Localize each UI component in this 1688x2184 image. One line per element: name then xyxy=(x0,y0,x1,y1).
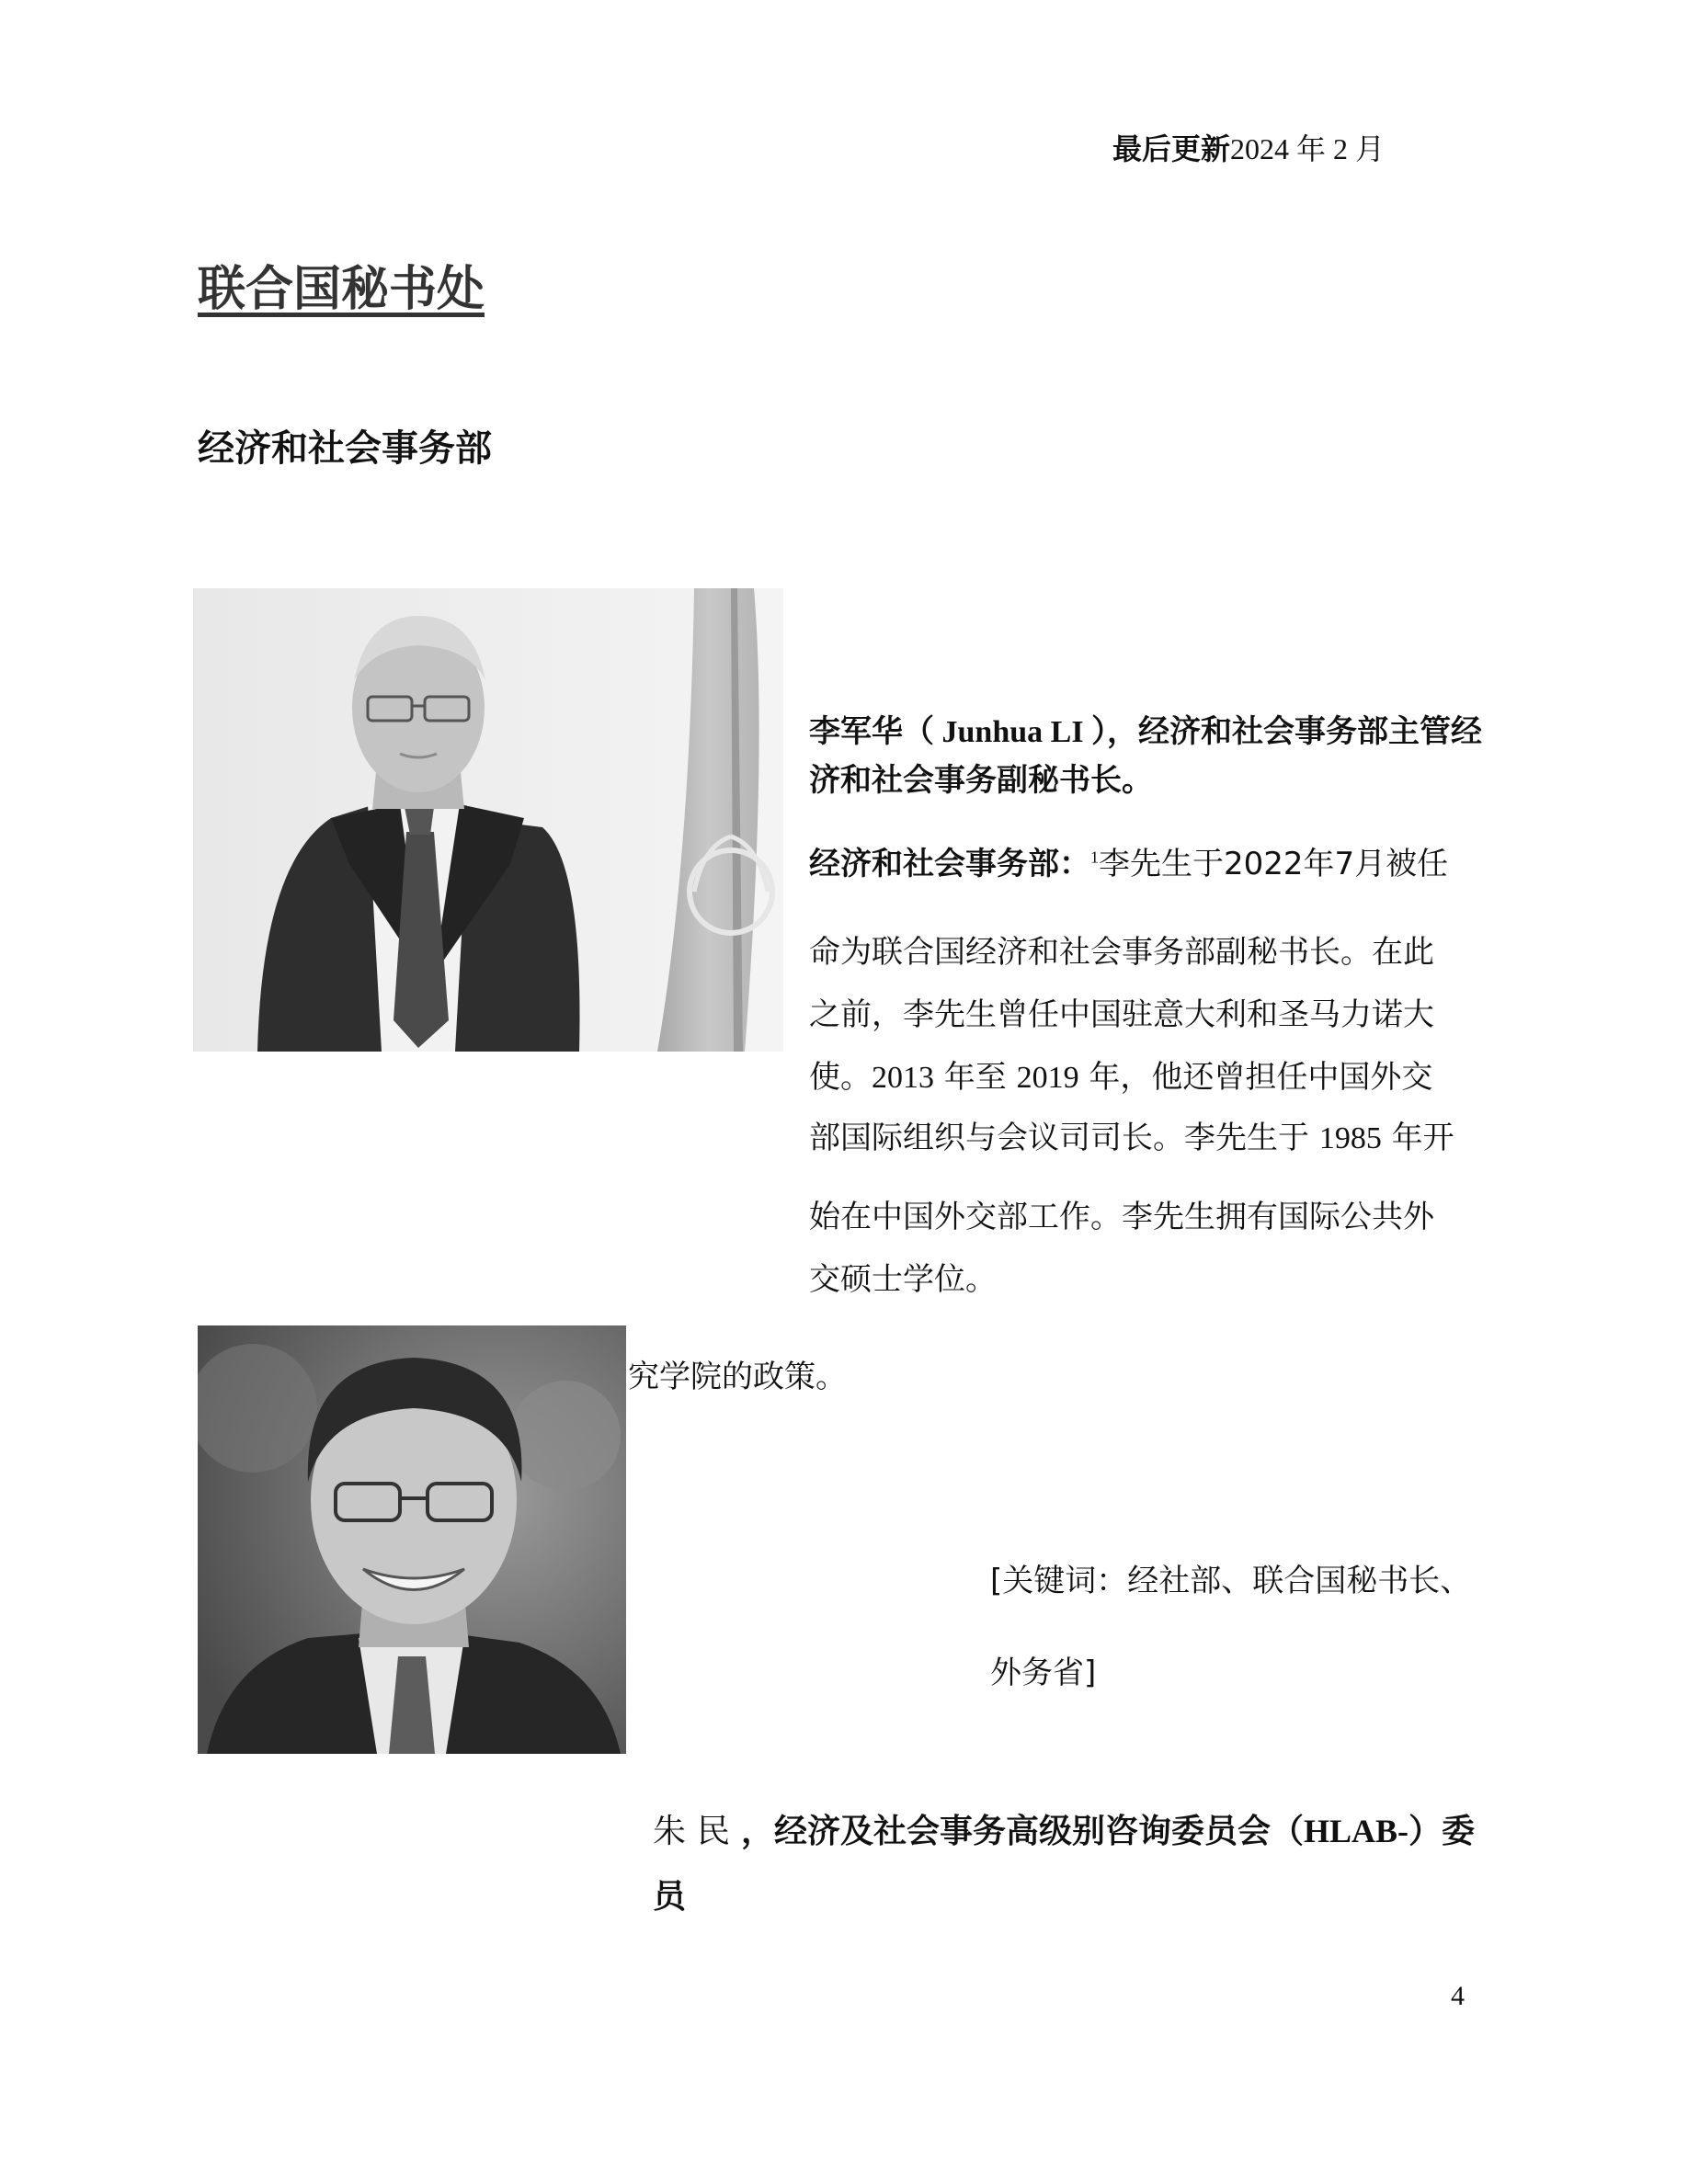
bio-text: 使。 xyxy=(809,1059,872,1096)
person1-bio-line3: 之前，李先生曾任中国驻意大利和圣马力诺大 xyxy=(809,996,1434,1033)
last-updated-date: 2024 年 2 月 xyxy=(1230,132,1386,165)
person2-role-b: ）委 xyxy=(1409,1813,1476,1850)
person2-title xyxy=(653,1807,1475,1856)
bio-year: 2019 xyxy=(1016,1061,1079,1095)
person2-abbr: HLAB- xyxy=(1304,1813,1409,1849)
department-heading: 经济和社会事务部 xyxy=(198,427,492,470)
person1-role: ，经济和社会事务部主管经济和社会事务副秘书长。 xyxy=(809,713,1483,799)
last-updated xyxy=(1112,129,1385,169)
portrait-illustration-1 xyxy=(193,588,783,1052)
truncated-text: 究学院的政策。 xyxy=(628,1359,847,1395)
person2-name: 朱民 xyxy=(653,1813,742,1850)
bio-text: 年至 xyxy=(934,1059,1017,1096)
page-number: 4 xyxy=(1451,1981,1465,2011)
footnote-marker: 1 xyxy=(1090,847,1099,867)
person2-title-continued: 员 xyxy=(653,1878,687,1916)
person1-bio-line4 xyxy=(809,1055,1432,1100)
person1-org-label: 经济和社会事务部： xyxy=(809,846,1090,882)
keywords-line2: 外务省] xyxy=(990,1655,1097,1691)
person1-bio-line2: 命为联合国经济和社会事务部副秘书长。在此 xyxy=(809,934,1434,971)
person1-name: 李军华 xyxy=(809,713,903,750)
person2-role-a: ，经济及社会事务高级别咨询委员会（ xyxy=(741,1813,1305,1850)
person1-bio-line1 xyxy=(809,842,1448,886)
bio-text: 年开 xyxy=(1381,1120,1454,1156)
person1-bio-text1: 李先生于2022年7月被任 xyxy=(1099,846,1449,882)
bio-year: 1985 xyxy=(1318,1121,1382,1155)
photo-junhua-li xyxy=(193,588,783,1052)
bio-year: 2013 xyxy=(872,1061,934,1095)
photo-zhu-min xyxy=(198,1325,626,1754)
last-updated-label: 最后更新 xyxy=(1112,131,1231,166)
portrait-illustration-2 xyxy=(198,1325,626,1754)
person1-title xyxy=(809,708,1494,804)
page-heading: 联合国秘书处 xyxy=(198,262,485,317)
person1-bio-line7: 交硕士学位。 xyxy=(809,1261,997,1298)
person1-bio-line5 xyxy=(809,1116,1454,1161)
bio-text: 年，他还曾担任中国外交 xyxy=(1078,1059,1433,1096)
keywords-line1: [关键词：经社部、联合国秘书长、 xyxy=(990,1563,1472,1599)
person1-name-en: （ Junhua LI ） xyxy=(903,715,1108,749)
bio-text: 部国际组织与会议司司长。李先生于 xyxy=(809,1120,1319,1156)
person1-bio-line6: 始在中国外交部工作。李先生拥有国际公共外 xyxy=(809,1199,1434,1235)
